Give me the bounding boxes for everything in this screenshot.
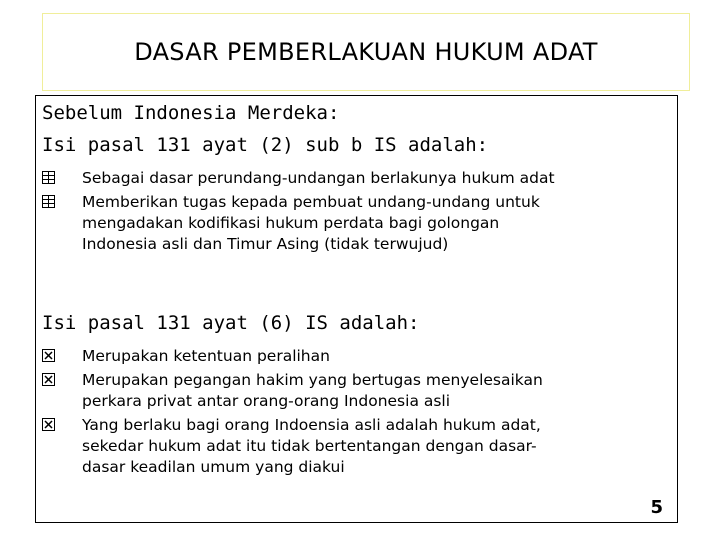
list-item-line: sekedar hukum adat itu tidak bertentangan dengan dasar- xyxy=(82,437,537,455)
x-box-icon xyxy=(42,418,55,431)
list-item-line: mengadakan kodifikasi hukum perdata bagi golongan xyxy=(82,214,500,232)
list-item xyxy=(42,168,555,189)
x-box-icon xyxy=(42,373,55,386)
grid-box-icon xyxy=(42,195,55,208)
content-box xyxy=(35,95,678,523)
slide-title: DASAR PEMBERLAKUAN HUKUM ADAT xyxy=(134,38,598,66)
list-item xyxy=(42,192,555,255)
list-item-line: Merupakan ketentuan peralihan xyxy=(82,347,330,365)
list-item xyxy=(42,346,543,367)
list-item-line: Merupakan pegangan hakim yang bertugas menyelesaikan xyxy=(82,371,543,389)
section1-heading: Isi pasal 131 ayat (2) sub b IS adalah: xyxy=(42,134,489,156)
x-box-icon xyxy=(42,349,55,362)
list-item xyxy=(42,415,543,478)
list-item-line: Memberikan tugas kepada pembuat undang-undang untuk xyxy=(82,193,540,211)
intro-text: Sebelum Indonesia Merdeka: xyxy=(42,102,340,124)
list-item-line: Sebagai dasar perundang-undangan berlakunya hukum adat xyxy=(82,169,555,187)
title-box xyxy=(42,13,690,91)
list-item-line: perkara privat antar orang-orang Indonesia asli xyxy=(82,392,451,410)
list-item-line: Yang berlaku bagi orang Indoensia asli adalah hukum adat, xyxy=(82,416,541,434)
list-item-line: Indonesia asli dan Timur Asing (tidak terwujud) xyxy=(82,235,449,253)
section2-heading: Isi pasal 131 ayat (6) IS adalah: xyxy=(42,312,420,334)
list-item-line: dasar keadilan umum yang diakui xyxy=(82,458,345,476)
list-item xyxy=(42,370,543,412)
page-number: 5 xyxy=(650,497,663,518)
grid-box-icon xyxy=(42,171,55,184)
section2-list xyxy=(42,346,543,478)
section1-list xyxy=(42,168,555,255)
